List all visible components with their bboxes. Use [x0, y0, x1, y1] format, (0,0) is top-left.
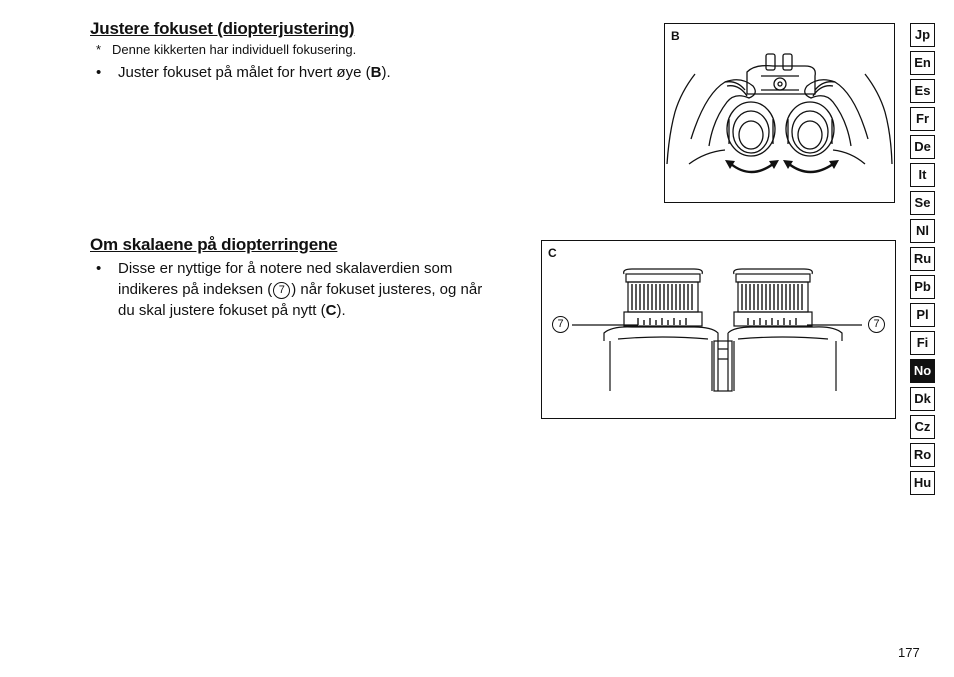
callout-7-ref: 7	[273, 282, 290, 299]
tab-ru[interactable]: Ru	[910, 247, 935, 271]
bullet-dot: •	[96, 64, 102, 81]
binocular-hands-illustration	[665, 24, 894, 202]
figure-c-label: C	[548, 246, 557, 260]
tab-ro[interactable]: Ro	[910, 443, 935, 467]
section-heading-scales: Om skalaene på diopterringene	[90, 235, 338, 254]
tab-pb[interactable]: Pb	[910, 275, 935, 299]
tab-fi[interactable]: Fi	[910, 331, 935, 355]
callout-7-left: 7	[552, 316, 569, 333]
tab-jp[interactable]: Jp	[910, 23, 935, 47]
bullet-line-3	[118, 300, 346, 321]
tab-de[interactable]: De	[910, 135, 935, 159]
tab-hu[interactable]: Hu	[910, 471, 935, 495]
tab-es[interactable]: Es	[910, 79, 935, 103]
diopter-rings-illustration	[542, 241, 895, 418]
section-heading-diopter: Justere fokuset (diopterjustering)	[90, 19, 355, 38]
tab-nl[interactable]: Nl	[910, 219, 935, 243]
bullet-adjust-focus	[96, 62, 516, 84]
bullet-dot: •	[96, 260, 102, 277]
line-part: indikeres på indeksen (	[118, 281, 273, 298]
bullet-line-2	[118, 279, 482, 300]
bullet-scales	[96, 258, 526, 324]
figure-c	[541, 240, 896, 419]
line-part: ) når fokuset justeres, og når	[291, 281, 483, 298]
tab-pl[interactable]: Pl	[910, 303, 935, 327]
page-number: 177	[898, 645, 920, 660]
figure-ref-c: C	[325, 302, 337, 319]
tab-en[interactable]: En	[910, 51, 935, 75]
language-tabs	[910, 23, 935, 499]
bullet-text-part: Juster fokuset på målet for hvert øye (	[118, 64, 371, 81]
line-part: du skal justere fokuset på nytt (	[118, 302, 326, 319]
tab-dk[interactable]: Dk	[910, 387, 935, 411]
tab-cz[interactable]: Cz	[910, 415, 935, 439]
figure-b-label: B	[671, 29, 680, 43]
tab-fr[interactable]: Fr	[910, 107, 935, 131]
line-part: ).	[336, 302, 346, 319]
figure-ref-b: B	[370, 64, 382, 81]
tab-it[interactable]: It	[910, 163, 935, 187]
note	[96, 42, 356, 57]
note-marker: *	[96, 42, 102, 57]
tab-se[interactable]: Se	[910, 191, 935, 215]
figure-b	[664, 23, 895, 203]
bullet-text-part: ).	[381, 64, 391, 81]
bullet-line-1: Disse er nyttige for å notere ned skalaverdien som	[118, 260, 453, 277]
note-text: Denne kikkerten har individuell fokusering.	[112, 42, 357, 57]
bullet-text	[118, 62, 391, 83]
tab-no[interactable]: No	[910, 359, 935, 383]
callout-7-right: 7	[868, 316, 885, 333]
